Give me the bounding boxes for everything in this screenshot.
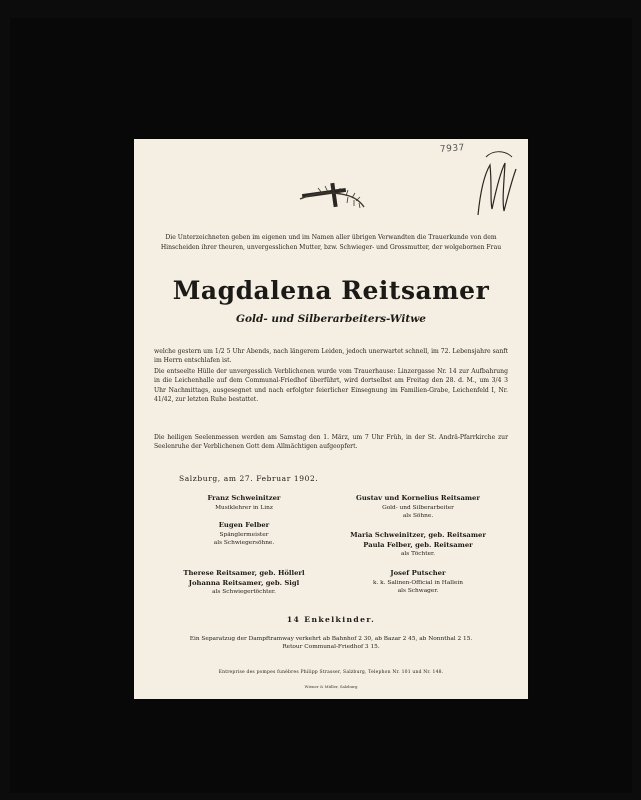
signatory-relation: als Söhne. <box>402 512 434 519</box>
signatory-occupation: Gold- und Silberarbeiter <box>382 504 454 511</box>
signatory-occupation: k. k. Salinen-Official in Hallein <box>372 579 464 586</box>
signatory-relation: als Schwiegersöhne. <box>213 539 275 546</box>
signatory-block-right-3 <box>333 569 503 595</box>
signatory-name: Johanna Reitsamer, geb. Sigl <box>188 578 300 587</box>
cross-with-palm-branch-icon <box>294 181 370 211</box>
signatory-block-right-1 <box>333 494 503 520</box>
memorial-mass-text: Die heiligen Seelenmessen werden am Samstag den 1. März, um 7 Uhr Früh, in der St. Andrä-Pfarrkirche zur Seelenruhe der Verblichenen Gott dem Allmächtigen aufgeopfert. <box>154 434 508 451</box>
printer-credit: Wiener & Müller, Salzburg <box>304 684 358 689</box>
signatory-block-right-2 <box>333 531 503 558</box>
mounting-frame <box>10 18 632 793</box>
death-notice-text: welche gestern um 1/2 5 Uhr Abends, nach längerem Leiden, jedoch unerwartet schnell, im 72. Lebensjahre sanft im Herrn entschlafen ist. <box>154 348 508 365</box>
signatory-block-left-1 <box>159 494 329 512</box>
signatory-name: Eugen Felber <box>218 521 270 529</box>
place-date: Salzburg, am 27. Februar 1902. <box>179 474 319 483</box>
deceased-name: Magdalena Reitsamer <box>172 276 490 305</box>
intro-text: Die Unterzeichneten geben im eigenen und im Namen aller übrigen Verwandten die Trauerkunde von dem Hinscheiden ihrer theuren, unvergesslichen Mutter, bzw. Schwieger- und Grossmutter, der wolgebornen Frau <box>160 234 502 252</box>
signatory-name: Paula Felber, geb. Reitsamer <box>363 540 473 549</box>
signatory-block-left-3 <box>159 569 329 596</box>
signatory-occupation: Spänglermeister <box>219 531 269 538</box>
signatory-block-left-2 <box>159 521 329 547</box>
signatory-name: Maria Schweinitzer, geb. Reitsamer <box>350 531 486 539</box>
signatory-name: Franz Schweinitzer <box>207 494 281 502</box>
deceased-title: Gold- und Silberarbeiters-Witwe <box>236 313 426 325</box>
signatory-relation: als Töchter. <box>401 551 435 557</box>
handwritten-signature <box>472 145 520 229</box>
archive-number: 7937 <box>439 143 466 155</box>
tram-notice <box>156 635 506 651</box>
signatory-name: Therese Reitsamer, geb. Höllerl <box>183 569 305 577</box>
funeral-home-credit: Entreprise des pompes funèbres Philipp Strasser, Salzburg, Telephon Nr. 101 und Nr. 148. <box>218 670 444 675</box>
grandchildren-line: 14 Enkelkinder. <box>286 615 376 624</box>
obituary-card <box>134 139 528 699</box>
tram-notice-line-1: Ein Separatzug der Dampftramway verkehrt ab Bahnhof 2 30, ab Bazar 2 45, ab Nonnthal 2 15. <box>189 636 473 642</box>
signatory-relation: als Schwager. <box>397 587 439 594</box>
signatory-relation: als Schwiegertöchter. <box>212 589 276 595</box>
signatory-occupation: Musiklehrer in Linz <box>215 504 273 511</box>
tram-notice-line-2: Retour Communal-Friedhof 3 15. <box>282 644 380 651</box>
funeral-details-text: Die entseelte Hülle der unvergesslich Verblichenen wurde vom Trauerhause: Linzergasse Nr. 14 zur Aufbahrung in die Leichenhalle auf dem Communal-Friedhof überführt, wird dortselbst am Freitag den 28. d. M., um 3/4 3 Uhr Nachmittags, ausgesegnet und nach erfolgter feierlicher Einsegnung im Familien-Grabe, Leichenfeld I, Nr. 41/42, zur letzten Ruhe bestattet. <box>154 368 508 404</box>
signatory-name: Josef Putscher <box>390 569 446 577</box>
signatory-name: Gustav und Kornelius Reitsamer <box>356 494 480 502</box>
